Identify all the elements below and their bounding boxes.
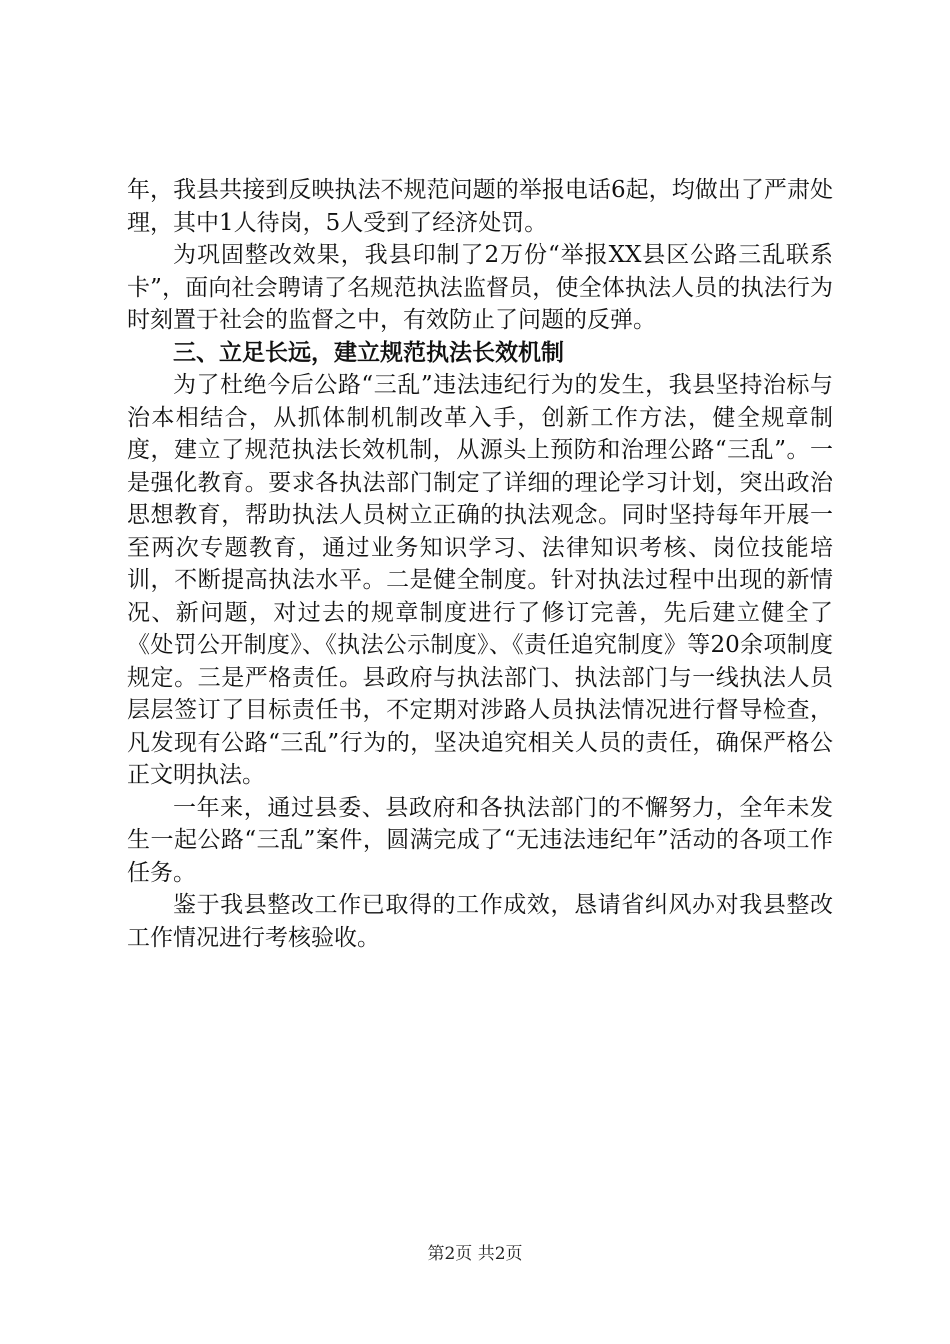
paragraph-annual-summary: 一年来，通过县委、县政府和各执法部门的不懈努力，全年未发生一起公路“三乱”案件，圆满完成了“无违法违纪年”活动的各项工作任务。 [127, 794, 833, 886]
page-footer: 第2页 共2页 [427, 1244, 523, 1264]
document-body [127, 174, 833, 954]
paragraph-long-term-mechanism: 为了杜绝今后公路“三乱”违法违纪行为的发生，我县坚持治标与治本相结合，从抓体制机制改革入手，创新工作方法，健全规章制度，建立了规范执法长效机制，从源头上预防和治理公路“三乱”。一是强化教育。要求各执法部门制定了详细的理论学习计划，突出政治思想教育，帮助执法人员树立正确的执法观念。同时坚持每年开展一至两次专题教育，通过业务知识学习、法律知识考核、岗位技能培训，不断提高执法水平。二是健全制度。针对执法过程中出现的新情况、新问题，对过去的规章制度进行了修订完善，先后建立健全了《处罚公开制度》、《执法公示制度》、《责任追究制度》等20余项制度规定。三是严格责任。县政府与执法部门、执法部门与一线执法人员层层签订了目标责任书，不定期对涉路人员执法情况进行督导检查，凡发现有公路“三乱”行为的，坚决追究相关人员的责任，确保严格公正文明执法。 [127, 372, 833, 788]
paragraph-rectification-results: 为巩固整改效果，我县印制了2万份“举报XX县区公路三乱联系卡”，面向社会聘请了名规范执法监督员，使全体执法人员的执法行为时刻置于社会的监督之中，有效防止了问题的反弹。 [127, 242, 833, 333]
section-heading: 三、立足长远，建立规范执法长效机制 [173, 339, 564, 366]
paragraph-continuation: 年，我县共接到反映执法不规范问题的举报电话6起，均做出了严肃处理，其中1人待岗，5人受到了经济处罚。 [127, 177, 833, 236]
paragraph-request-review: 鉴于我县整改工作已取得的工作成效，恳请省纠风办对我县整改工作情况进行考核验收。 [127, 892, 833, 951]
